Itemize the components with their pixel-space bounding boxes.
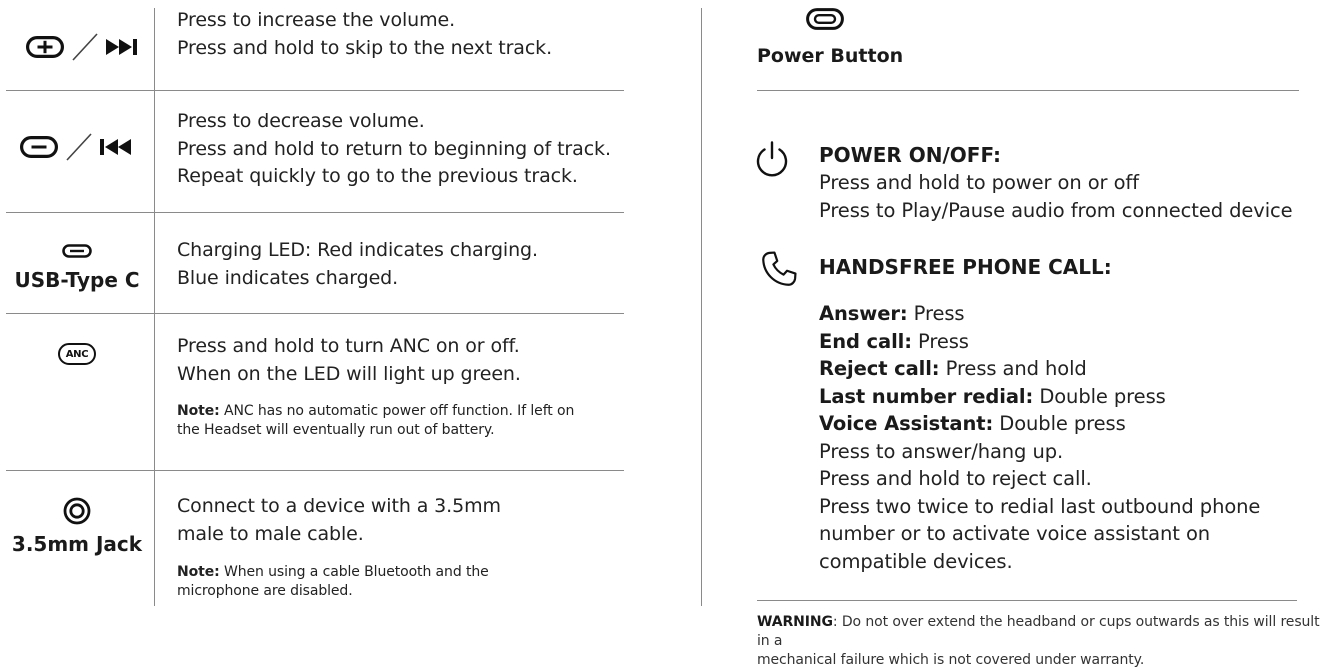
- slash-icon: [72, 33, 98, 61]
- action-label: Answer:: [819, 302, 908, 325]
- action-value: Double press: [999, 412, 1126, 435]
- text-line: Blue indicates charged.: [177, 266, 399, 289]
- usb-c-label: USB-Type C: [14, 268, 140, 292]
- skip-next-icon: [106, 38, 140, 56]
- anc-note: [177, 402, 622, 439]
- usb-c-port-icon: [62, 244, 92, 258]
- warning-body: : Do not over extend the headband or cups outwards as this will result in a: [757, 614, 1320, 649]
- row-divider-2: [6, 212, 624, 213]
- text-line: compatible devices.: [819, 549, 1013, 573]
- call-action-answer: [819, 300, 1299, 328]
- note-line: the Headset will eventually run out of battery.: [177, 421, 495, 438]
- row-divider-1: [6, 90, 624, 91]
- action-label: End call:: [819, 329, 912, 353]
- power-button-pill-icon: [806, 8, 844, 30]
- skip-previous-icon: [100, 138, 134, 156]
- text-line: When on the LED will light up green.: [177, 362, 521, 385]
- text-line: Press and hold to power on or off: [819, 171, 1139, 194]
- power-button-label: Power Button: [757, 45, 904, 67]
- plus-pill-icon: [26, 36, 64, 58]
- action-label: Reject call:: [819, 357, 940, 380]
- anc-button-icon: [58, 343, 96, 365]
- text-line: Charging LED: Red indicates charging.: [177, 239, 538, 261]
- note-label: Note:: [177, 403, 220, 419]
- text-line: Press and hold to reject call.: [819, 467, 1092, 490]
- note-line: [177, 563, 617, 582]
- audio-jack-label: 3.5mm Jack: [11, 532, 143, 556]
- text-line: Press to answer/hang up.: [819, 439, 1064, 463]
- action-label: Last number redial:: [819, 384, 1034, 408]
- slash-icon: [66, 133, 92, 161]
- note-text: When using a cable Bluetooth and the: [223, 564, 489, 580]
- text-line: Press to Play/Pause audio from connected device: [819, 198, 1293, 222]
- row-divider-4: [6, 470, 624, 471]
- phone-icon: [758, 248, 800, 290]
- text-line: Repeat quickly to go to the previous track.: [177, 165, 578, 187]
- text-line: Press and hold to return to beginning of track.: [177, 137, 611, 160]
- action-value: Press: [918, 329, 969, 353]
- warning-line: [757, 613, 1329, 651]
- power-icon: [754, 141, 790, 179]
- left-column-divider: [154, 8, 155, 606]
- text-line: Press and hold to turn ANC on or off.: [177, 335, 520, 357]
- call-actions: [819, 300, 1299, 575]
- right-top-divider: [757, 90, 1299, 91]
- text-line: Press and hold to skip to the next track.: [177, 36, 553, 59]
- warning-text: [757, 613, 1329, 670]
- audio-jack-icon: [63, 497, 91, 525]
- charging-led-description: [177, 237, 617, 292]
- right-bottom-divider: [757, 600, 1297, 601]
- text-line: number or to activate voice assistant on: [819, 522, 1211, 545]
- anc-description: [177, 333, 617, 388]
- note-text: ANC has no automatic power off function. If left on: [223, 403, 575, 419]
- text-line: Press two twice to redial last outbound phone: [819, 494, 1261, 518]
- text-line: Press to decrease volume.: [177, 110, 425, 132]
- note-label: Note:: [177, 564, 220, 580]
- volume-down-description: [177, 108, 622, 191]
- call-action-reject: [819, 355, 1299, 383]
- volume-up-description: [177, 7, 617, 62]
- action-label: Voice Assistant:: [819, 412, 994, 435]
- call-action-end: [819, 328, 1299, 356]
- action-value: Press and hold: [945, 357, 1087, 380]
- call-action-voice-assistant: [819, 410, 1299, 438]
- action-value: Double press: [1039, 384, 1166, 408]
- note-line: [177, 402, 622, 421]
- call-heading: HANDSFREE PHONE CALL:: [819, 255, 1112, 279]
- power-description: [819, 169, 1299, 224]
- row-divider-3: [6, 313, 624, 314]
- note-line: microphone are disabled.: [177, 582, 353, 599]
- audio-jack-description: [177, 493, 617, 548]
- minus-pill-icon: [20, 136, 58, 158]
- text-line: Press to increase the volume.: [177, 9, 456, 31]
- center-divider: [701, 8, 702, 606]
- anc-icon-text: ANC: [65, 348, 89, 360]
- audio-jack-note: [177, 563, 617, 600]
- power-heading: POWER ON/OFF:: [819, 143, 1002, 167]
- text-line: Connect to a device with a 3.5mm: [177, 495, 501, 517]
- text-line: male to male cable.: [177, 522, 364, 545]
- warning-label: WARNING: [757, 614, 833, 630]
- action-value: Press: [913, 302, 965, 325]
- warning-line: mechanical failure which is not covered under warranty.: [757, 652, 1145, 668]
- call-action-redial: [819, 383, 1299, 411]
